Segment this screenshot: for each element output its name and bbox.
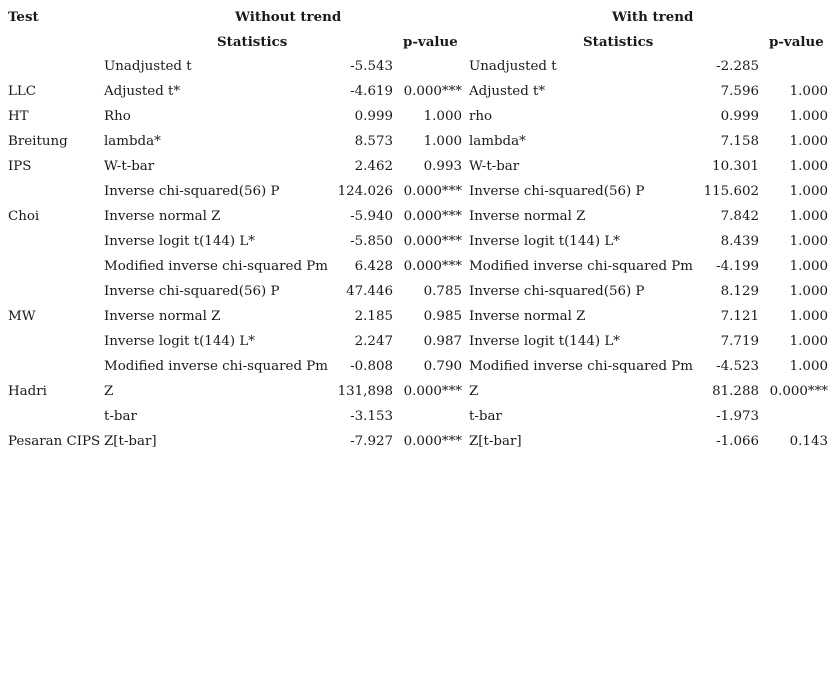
p-value-without-trend: 0.000*** bbox=[403, 234, 462, 249]
statistic-value-without-trend: -3.153 bbox=[350, 409, 393, 424]
p-value-with-trend: 1.000 bbox=[789, 159, 828, 174]
statistic-value-without-trend: -0.808 bbox=[350, 359, 393, 374]
test-name: MW bbox=[8, 309, 36, 324]
header-statistics-without-trend: Statistics bbox=[217, 34, 288, 50]
statistic-value-with-trend: 81.288 bbox=[712, 384, 759, 399]
statistic-value-without-trend: 124.026 bbox=[337, 184, 393, 199]
statistic-label-with-trend: Inverse normal Z bbox=[469, 309, 586, 324]
statistic-label-with-trend: W-t-bar bbox=[469, 159, 520, 174]
p-value-without-trend: 0.987 bbox=[423, 334, 462, 349]
statistic-value-without-trend: 47.446 bbox=[346, 284, 393, 299]
p-value-with-trend: 1.000 bbox=[789, 134, 828, 149]
statistic-value-with-trend: -4.199 bbox=[716, 259, 759, 274]
p-value-without-trend: 0.000*** bbox=[403, 434, 462, 449]
statistic-value-with-trend: 7.719 bbox=[720, 334, 759, 349]
header-test: Test bbox=[8, 9, 39, 25]
p-value-without-trend: 0.985 bbox=[423, 309, 462, 324]
statistic-value-with-trend: 7.842 bbox=[720, 209, 759, 224]
statistic-label-without-trend: Unadjusted t bbox=[104, 59, 192, 74]
statistic-label-without-trend: t-bar bbox=[104, 409, 137, 424]
statistic-value-with-trend: -4.523 bbox=[716, 359, 759, 374]
statistic-label-with-trend: Z bbox=[469, 384, 479, 399]
test-name: Hadri bbox=[8, 384, 47, 399]
statistic-value-without-trend: -4.619 bbox=[350, 84, 393, 99]
p-value-with-trend: 1.000 bbox=[789, 334, 828, 349]
statistic-label-without-trend: Inverse normal Z bbox=[104, 209, 221, 224]
p-value-without-trend: 1.000 bbox=[423, 109, 462, 124]
statistic-value-without-trend: -5.850 bbox=[350, 234, 393, 249]
statistic-label-without-trend: Rho bbox=[104, 109, 131, 124]
p-value-with-trend: 1.000 bbox=[789, 209, 828, 224]
p-value-without-trend: 0.000*** bbox=[403, 209, 462, 224]
statistic-label-with-trend: Unadjusted t bbox=[469, 59, 557, 74]
header-without-trend: Without trend bbox=[235, 9, 342, 25]
statistic-value-without-trend: -5.940 bbox=[350, 209, 393, 224]
statistic-label-without-trend: Adjusted t* bbox=[104, 84, 181, 99]
statistic-value-with-trend: 8.129 bbox=[720, 284, 759, 299]
statistic-value-with-trend: 10.301 bbox=[712, 159, 759, 174]
statistic-value-without-trend: 2.462 bbox=[354, 159, 393, 174]
statistic-value-without-trend: 2.247 bbox=[354, 334, 393, 349]
p-value-with-trend: 1.000 bbox=[789, 184, 828, 199]
statistic-label-without-trend: Modified inverse chi-squared Pm bbox=[104, 359, 329, 374]
p-value-without-trend: 0.000*** bbox=[403, 384, 462, 399]
statistic-label-without-trend: Inverse chi-squared(56) P bbox=[104, 184, 280, 199]
statistic-label-with-trend: Adjusted t* bbox=[469, 84, 546, 99]
p-value-with-trend: 1.000 bbox=[789, 359, 828, 374]
p-value-with-trend: 1.000 bbox=[789, 84, 828, 99]
statistic-label-without-trend: Modified inverse chi-squared Pm bbox=[104, 259, 329, 274]
statistic-value-with-trend: 7.121 bbox=[720, 309, 759, 324]
p-value-without-trend: 0.785 bbox=[423, 284, 462, 299]
p-value-without-trend: 0.000*** bbox=[403, 84, 462, 99]
p-value-with-trend: 0.143 bbox=[789, 434, 828, 449]
p-value-without-trend: 0.000*** bbox=[403, 184, 462, 199]
test-name: Breitung bbox=[8, 134, 68, 149]
statistic-label-with-trend: Modified inverse chi-squared Pm bbox=[469, 259, 694, 274]
statistic-label-with-trend: lambda* bbox=[469, 134, 526, 149]
p-value-with-trend: 1.000 bbox=[789, 309, 828, 324]
statistic-label-with-trend: Inverse normal Z bbox=[469, 209, 586, 224]
statistic-value-with-trend: -1.066 bbox=[716, 434, 759, 449]
header-p-value-without-trend: p-value bbox=[403, 34, 458, 50]
statistic-label-without-trend: Inverse logit t(144) L* bbox=[104, 234, 255, 249]
statistic-label-without-trend: Inverse normal Z bbox=[104, 309, 221, 324]
statistic-label-without-trend: lambda* bbox=[104, 134, 161, 149]
statistic-value-without-trend: 6.428 bbox=[354, 259, 393, 274]
test-name: HT bbox=[8, 109, 29, 124]
statistic-value-without-trend: 8.573 bbox=[354, 134, 393, 149]
statistic-value-without-trend: 131,898 bbox=[337, 384, 393, 399]
statistic-value-with-trend: 8.439 bbox=[720, 234, 759, 249]
p-value-with-trend: 1.000 bbox=[789, 259, 828, 274]
header-p-value-with-trend: p-value bbox=[769, 34, 824, 50]
p-value-without-trend: 1.000 bbox=[423, 134, 462, 149]
statistic-label-without-trend: Inverse logit t(144) L* bbox=[104, 334, 255, 349]
statistic-label-without-trend: W-t-bar bbox=[104, 159, 155, 174]
statistic-label-with-trend: Modified inverse chi-squared Pm bbox=[469, 359, 694, 374]
test-name: IPS bbox=[8, 159, 32, 174]
statistic-value-without-trend: 2.185 bbox=[354, 309, 393, 324]
statistic-value-with-trend: 0.999 bbox=[720, 109, 759, 124]
p-value-with-trend: 0.000*** bbox=[769, 384, 828, 399]
statistic-label-with-trend: Z[t-bar] bbox=[469, 434, 522, 449]
statistic-label-with-trend: Inverse chi-squared(56) P bbox=[469, 284, 645, 299]
statistic-value-with-trend: 115.602 bbox=[703, 184, 759, 199]
statistic-label-with-trend: Inverse logit t(144) L* bbox=[469, 234, 620, 249]
statistic-label-with-trend: Inverse chi-squared(56) P bbox=[469, 184, 645, 199]
p-value-without-trend: 0.993 bbox=[423, 159, 462, 174]
statistic-value-without-trend: -7.927 bbox=[350, 434, 393, 449]
statistic-value-with-trend: -1.973 bbox=[716, 409, 759, 424]
statistic-label-without-trend: Inverse chi-squared(56) P bbox=[104, 284, 280, 299]
statistic-label-without-trend: Z bbox=[104, 384, 114, 399]
statistic-label-without-trend: Z[t-bar] bbox=[104, 434, 157, 449]
p-value-with-trend: 1.000 bbox=[789, 109, 828, 124]
p-value-without-trend: 0.000*** bbox=[403, 259, 462, 274]
test-name: Choi bbox=[8, 209, 40, 224]
statistic-value-without-trend: -5.543 bbox=[350, 59, 393, 74]
header-with-trend: With trend bbox=[612, 9, 694, 25]
statistic-label-with-trend: rho bbox=[469, 109, 493, 124]
statistic-value-with-trend: 7.158 bbox=[720, 134, 759, 149]
statistic-value-with-trend: -2.285 bbox=[716, 59, 759, 74]
p-value-with-trend: 1.000 bbox=[789, 234, 828, 249]
test-name: Pesaran CIPS bbox=[8, 434, 101, 449]
statistic-label-with-trend: Inverse logit t(144) L* bbox=[469, 334, 620, 349]
header-statistics-with-trend: Statistics bbox=[583, 34, 654, 50]
test-name: LLC bbox=[8, 84, 37, 99]
p-value-without-trend: 0.790 bbox=[423, 359, 462, 374]
p-value-with-trend: 1.000 bbox=[789, 284, 828, 299]
statistic-label-with-trend: t-bar bbox=[469, 409, 502, 424]
statistic-value-with-trend: 7.596 bbox=[720, 84, 759, 99]
statistic-value-without-trend: 0.999 bbox=[354, 109, 393, 124]
